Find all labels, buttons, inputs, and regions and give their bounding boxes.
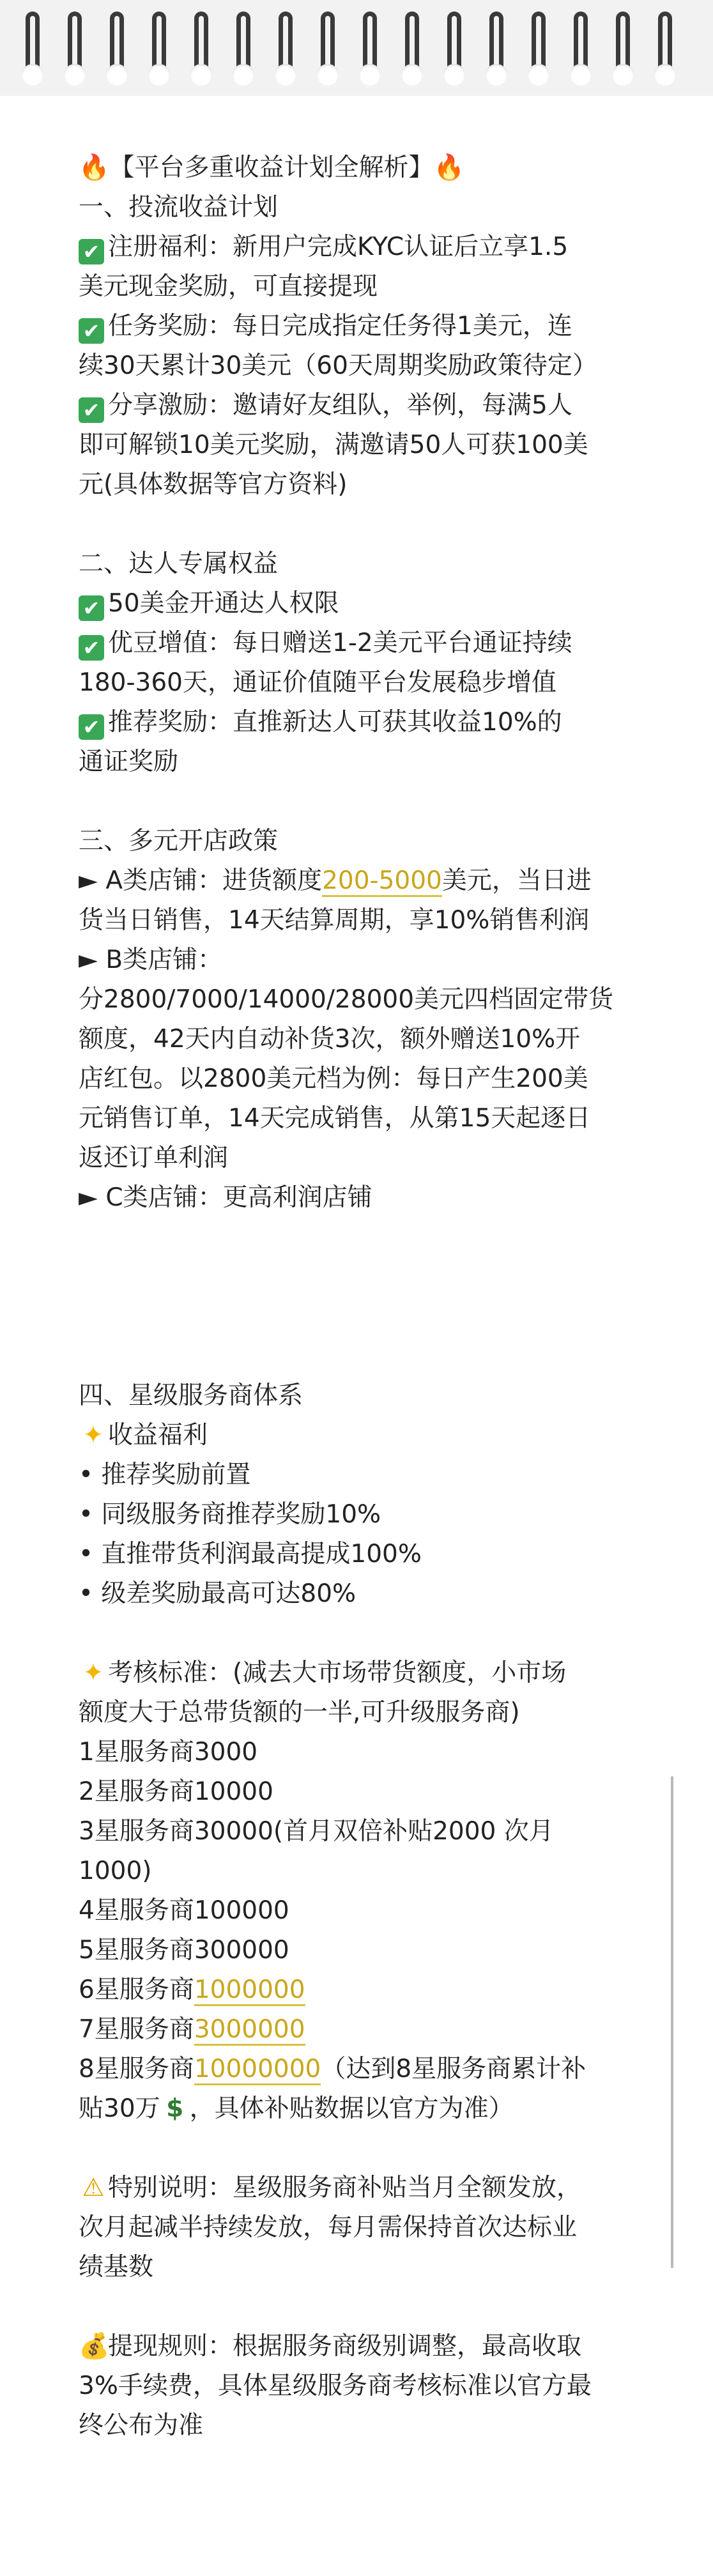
standard-text-1: 考核标准：(减去大市场带货额度，小市场	[108, 1659, 567, 1687]
s2-text-2: 优豆增值：每日赠送1-2美元平台通证持续	[108, 629, 572, 657]
s2-text-1: 50美金开通达人权限	[108, 589, 339, 618]
shop-a-amount-link[interactable]: 200-5000	[322, 866, 442, 897]
s3-line-a2: 货当日销售，14天结算周期，享10%销售利润	[79, 906, 590, 935]
section-1-heading: 一、投流收益计划	[79, 193, 279, 222]
spiral-hole	[317, 64, 339, 86]
shop-a-label: ► A类店铺：进货额度	[79, 866, 323, 895]
spacer	[79, 2129, 654, 2168]
rank-1: 1星服务商3000	[79, 1738, 258, 1767]
rank-3-cont: 1000)	[79, 1857, 152, 1885]
section-2-heading: 二、达人专属权益	[79, 549, 279, 578]
check-icon: ✔	[79, 239, 104, 264]
rank-4: 4星服务商100000	[79, 1896, 289, 1925]
spiral-hole	[443, 64, 465, 86]
spacer	[79, 1614, 654, 1653]
rank-6-amount-link[interactable]: 1000000	[194, 1975, 305, 2006]
withdraw-line-2: 3%手续费，具体星级服务商考核标准以官方最	[79, 2372, 592, 2400]
spacer	[79, 1218, 654, 1337]
rank-8-label: 8星服务商	[79, 2055, 194, 2083]
s3-line-b4: 店红包。以2800美元档为例：每日产生200美	[79, 1064, 588, 1093]
benefit-title: 收益福利	[108, 1421, 208, 1450]
s1-line-3	[79, 307, 654, 346]
check-icon: ✔	[79, 714, 104, 740]
rank-8-subsidy-note: ，具体补贴数据以官方为准）	[189, 2094, 514, 2123]
spiral-hole	[486, 64, 507, 86]
money-bag-icon: 💰	[79, 2332, 110, 2361]
s1-line-4: 续30天累计30美元（60天周期奖励政策待定）	[79, 351, 597, 380]
s2-line-5: 通证奖励	[79, 747, 179, 776]
s1-text-5: 分享激励：邀请好友组队，举例，每满5人	[108, 391, 572, 420]
rank-6	[79, 1970, 654, 2010]
s1-line-7: 元(具体数据等官方资料)	[79, 470, 348, 499]
s1-line-6: 即可解锁10美元奖励，满邀请50人可获100美	[79, 431, 588, 459]
s1-line-1	[79, 227, 654, 267]
notebook-spiral-binding	[0, 0, 713, 96]
s3-line-c1: ► C类店铺：更高利润店铺	[79, 1183, 372, 1212]
note-line-1	[79, 2168, 654, 2208]
spiral-hole	[654, 64, 676, 86]
benefit-item: • 级差奖励最高可达80%	[79, 1579, 356, 1608]
s1-text-1: 注册福利：新用户完成KYC认证后立享1.5	[108, 233, 569, 261]
spiral-hole	[64, 64, 86, 86]
rank-8-suffix: （达到8星服务商累计补	[321, 2055, 586, 2083]
rank-8-cont	[79, 2089, 654, 2129]
spiral-hole	[528, 64, 549, 86]
spiral-hole	[570, 64, 592, 86]
s3-line-b6: 返还订单利润	[79, 1144, 229, 1172]
spiral-hole	[190, 64, 212, 86]
s2-line-3: 180-360天，通证价值随平台发展稳步增值	[79, 668, 556, 697]
rank-7-label: 7星服务商	[79, 2015, 194, 2044]
s2-text-4: 推荐奖励：直推新达人可获其收益10%的	[108, 708, 562, 737]
spiral-hole	[275, 64, 296, 86]
spacer	[79, 782, 654, 822]
s3-line-b3: 额度，42天内自动补货3次，额外赠送10%开	[79, 1025, 581, 1054]
benefit-item: • 同级服务商推荐奖励10%	[79, 1500, 381, 1529]
note-line-3: 绩基数	[79, 2253, 154, 2281]
spiral-hole	[106, 64, 128, 86]
section-4-heading: 四、星级服务商体系	[79, 1381, 303, 1410]
scrollbar[interactable]	[671, 1776, 673, 2268]
dollar-icon: $	[166, 2094, 184, 2123]
s3-line-a1	[79, 861, 654, 901]
withdraw-text-1: 提现规则：根据服务商级别调整，最高收取	[108, 2332, 582, 2361]
rank-2: 2星服务商10000	[79, 1777, 273, 1806]
note-line-2: 次月起减半持续发放，每月需保持首次达标业	[79, 2213, 578, 2242]
spiral-hole	[359, 64, 381, 86]
s3-line-b5: 元销售订单，14天完成销售，从第15天起逐日	[79, 1104, 591, 1133]
check-icon: ✔	[79, 397, 104, 423]
withdraw-line-3: 终公布为准	[79, 2411, 204, 2440]
rank-8	[79, 2050, 654, 2089]
spiral-hole	[148, 64, 170, 86]
s1-line-2: 美元现金奖励，可直接提现	[79, 272, 378, 301]
s1-text-3: 任务奖励：每日完成指定任务得1美元，连	[108, 312, 572, 341]
note-text-1: 特别说明：星级服务商补贴当月全额发放，	[108, 2174, 582, 2202]
spiral-hole	[612, 64, 634, 86]
rank-7-amount-link[interactable]: 3000000	[194, 2015, 305, 2046]
spiral-hole	[22, 64, 43, 86]
benefit-item: • 直推带货利润最高提成100%	[79, 1540, 422, 1568]
shop-a-suffix: 美元，当日进	[441, 866, 592, 895]
check-icon: ✔	[79, 635, 104, 661]
withdraw-line-1	[79, 2327, 654, 2366]
spiral-hole	[401, 64, 423, 86]
rank-7	[79, 2010, 654, 2050]
s3-line-b1: ► B类店铺：	[79, 946, 223, 974]
spacer	[79, 1337, 654, 1376]
rank-5: 5星服务商300000	[79, 1936, 289, 1965]
rank-8-subsidy: 贴30万	[79, 2094, 160, 2123]
s2-line-4	[79, 703, 654, 742]
s4-standard-line-1	[79, 1653, 654, 1693]
s2-line-1	[79, 584, 654, 624]
s1-line-5	[79, 386, 654, 425]
spacer	[79, 2287, 654, 2327]
rank-6-label: 6星服务商	[79, 1975, 194, 2004]
post-content	[79, 148, 654, 2446]
star-icon: ✦	[82, 1421, 104, 1450]
check-icon: ✔	[79, 595, 104, 621]
spacer	[79, 505, 654, 544]
s4-benefit-title-line	[79, 1416, 654, 1455]
section-3-heading: 三、多元开店政策	[79, 827, 279, 855]
spiral-hole	[233, 64, 254, 86]
star-icon: ✦	[82, 1659, 104, 1687]
check-icon: ✔	[79, 318, 104, 344]
s4-standard-line-2: 额度大于总带货额的一半,可升级服务商)	[79, 1698, 520, 1727]
rank-8-amount-link[interactable]: 10000000	[194, 2055, 321, 2085]
warning-icon: ⚠	[82, 2174, 105, 2202]
benefit-item: • 推荐奖励前置	[79, 1460, 251, 1489]
rank-3: 3星服务商30000(首月双倍补贴2000 次月	[79, 1817, 554, 1846]
post-title: 🔥【平台多重收益计划全解析】🔥	[79, 153, 465, 182]
s2-line-2	[79, 624, 654, 663]
s3-line-b2: 分2800/7000/14000/28000美元四档固定带货	[79, 985, 614, 1014]
